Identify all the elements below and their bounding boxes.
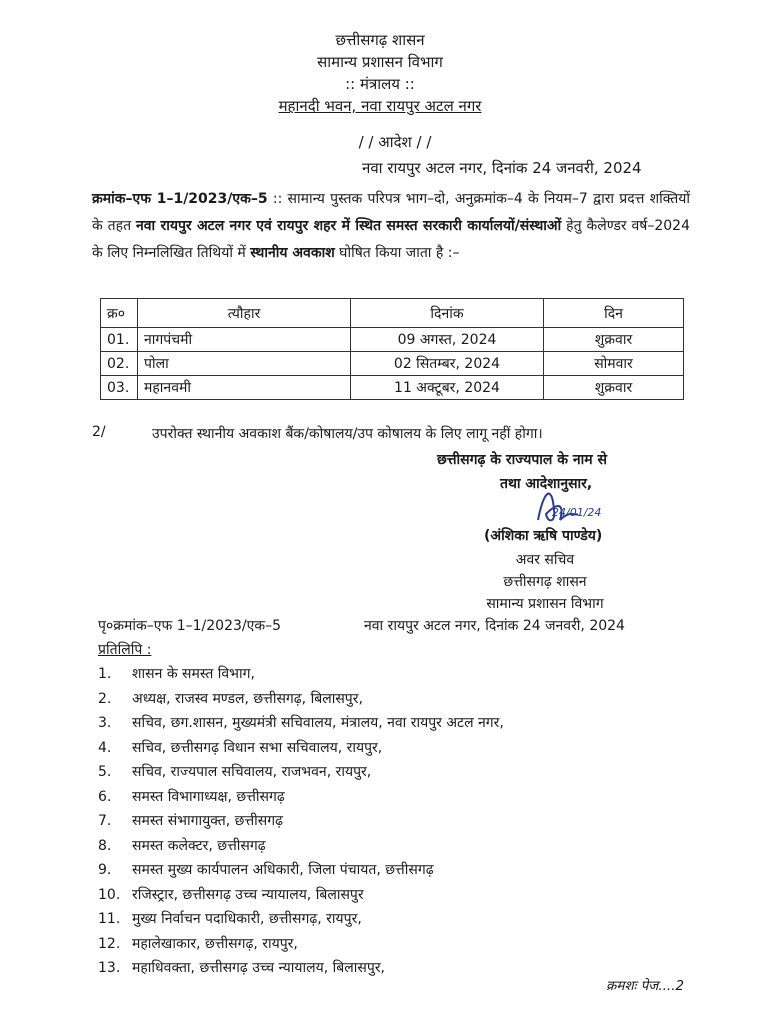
order-paragraph <box>92 186 690 267</box>
authority-line-1: छत्तीसगढ़ के राज्यपाल के नाम से <box>437 452 607 468</box>
list-item-number: 12. <box>98 935 121 952</box>
order-text-1: :: सामान्य पुस्तक परिपत्र भाग–दो, अनुक्रमांक–4 के नियम–7 द्वारा प्रदत्त शक्तियों के तहत <box>92 191 690 234</box>
note-number: 2/ <box>92 424 106 440</box>
endorsement-place-date: नवा रायपुर अटल नगर, दिनांक 24 जनवरी, 2024 <box>364 618 625 634</box>
table-row <box>101 376 684 400</box>
list-item <box>98 811 283 830</box>
cell-date: 02 सितम्बर, 2024 <box>351 352 544 376</box>
col-festival: त्यौहार <box>138 299 351 328</box>
authority-line-2: तथा आदेशानुसार, <box>500 476 593 492</box>
table-row <box>101 352 684 376</box>
govt-name: छत्तीसगढ़ शासन <box>335 31 425 49</box>
signatory-name: (अंशिका ऋषि पाण्डेय) <box>484 528 603 544</box>
list-item-number: 7. <box>98 813 112 829</box>
list-item <box>98 909 362 928</box>
table-header-row <box>101 299 684 328</box>
ministry-label: :: मंत्रालय :: <box>345 75 415 93</box>
list-item-number: 13. <box>98 960 121 976</box>
list-item-number: 5. <box>98 764 112 780</box>
list-item-text: सचिव, छग.शासन, मुख्यमंत्री सचिवालय, मंत्रालय, नवा रायपुर अटल नगर, <box>132 715 504 731</box>
list-item <box>98 713 504 732</box>
list-item-number: 11. <box>98 911 121 927</box>
list-item <box>98 762 371 781</box>
list-item <box>98 860 434 879</box>
list-item-text: अध्यक्ष, राजस्व मण्डल, छत्तीसगढ़, बिलासपुर, <box>132 690 363 707</box>
list-item <box>98 664 255 683</box>
list-item-text: सचिव, राज्यपाल सचिवालय, राजभवन, रायपुर, <box>132 764 372 780</box>
list-item-text: समस्त मुख्य कार्यपालन अधिकारी, जिला पंचायत, छत्तीसगढ़ <box>132 862 434 878</box>
order-text-bold-2: स्थानीय अवकाश <box>250 245 335 261</box>
cell-festival: महानवमी <box>138 376 351 400</box>
list-item-text: महाधिवक्ता, छत्तीसगढ़ उच्च न्यायालय, बिलासपुर, <box>132 960 386 976</box>
office-address: महानदी भवन, नवा रायपुर अटल नगर <box>278 97 482 115</box>
list-item-number: 6. <box>98 788 112 805</box>
col-serial: क्र० <box>101 299 138 328</box>
endorsement-number: पृ०क्रमांक–एफ 1–1/2023/एक–5 <box>98 618 281 634</box>
order-number: क्रमांक–एफ 1–1/2023/एक–5 <box>92 191 268 207</box>
list-item-text: शासन के समस्त विभाग, <box>132 666 255 682</box>
order-text-2: हेतु कैलेण्डर वर्ष–2024 के लिए निम्नलिखित तिथियों में <box>92 218 690 261</box>
order-title: / / आदेश / / <box>358 133 432 151</box>
cell-day: शुक्रवार <box>544 376 684 400</box>
table-row <box>101 328 684 352</box>
copy-heading: प्रतिलिपि : <box>98 642 152 658</box>
cell-day: शुक्रवार <box>544 328 684 352</box>
continued-marker: क्रमशः पेज....2 <box>606 978 685 994</box>
department-name: सामान्य प्रशासन विभाग <box>317 53 443 71</box>
list-item-text: समस्त कलेक्टर, छत्तीसगढ़ <box>132 837 266 854</box>
list-item-number: 10. <box>98 886 121 903</box>
list-item <box>98 885 364 904</box>
cell-serial: 02. <box>101 352 138 376</box>
col-date: दिनांक <box>351 299 544 328</box>
signature-icon <box>530 480 630 530</box>
list-item-number: 3. <box>98 715 112 731</box>
list-item <box>98 934 298 953</box>
list-item <box>98 836 266 855</box>
cell-festival: नागपंचमी <box>138 328 351 352</box>
list-item-text: मुख्य निर्वाचन पदाधिकारी, छत्तीसगढ़, रायपुर, <box>132 911 362 927</box>
list-item-number: 4. <box>98 739 112 756</box>
list-item-number: 2. <box>98 690 112 707</box>
signatory-designation: अवर सचिव <box>515 552 575 568</box>
cell-date: 09 अगस्त, 2024 <box>351 328 544 352</box>
cell-serial: 01. <box>101 328 138 352</box>
list-item-text: रजिस्ट्रार, छत्तीसगढ़ उच्च न्यायालय, बिलासपुर <box>132 886 364 903</box>
order-place-date: नवा रायपुर अटल नगर, दिनांक 24 जनवरी, 2024 <box>362 159 642 177</box>
cell-date: 11 अक्टूबर, 2024 <box>351 376 544 400</box>
list-item <box>98 738 382 757</box>
signatory-govt: छत्तीसगढ़ शासन <box>503 574 587 590</box>
list-item-text: समस्त संभागायुक्त, छत्तीसगढ़ <box>132 813 283 829</box>
list-item <box>98 787 285 806</box>
list-item-text: समस्त विभागाध्यक्ष, छत्तीसगढ़ <box>132 788 285 805</box>
list-item-number: 9. <box>98 862 112 878</box>
signatory-dept: सामान्य प्रशासन विभाग <box>486 596 604 612</box>
cell-festival: पोला <box>138 352 351 376</box>
cell-day: सोमवार <box>544 352 684 376</box>
col-day: दिन <box>544 299 684 328</box>
list-item <box>98 689 363 708</box>
list-item <box>98 958 385 977</box>
list-item-text: सचिव, छत्तीसगढ़ विधान सभा सचिवालय, रायपुर, <box>132 739 383 756</box>
list-item-number: 8. <box>98 837 112 854</box>
order-text-3: घोषित किया जाता है :– <box>334 245 460 261</box>
list-item-number: 1. <box>98 666 112 682</box>
cell-serial: 03. <box>101 376 138 400</box>
order-text-bold-1: नवा रायपुर अटल नगर एवं रायपुर शहर में स्थित समस्त सरकारी कार्यालयों/संस्थाओं <box>135 218 562 234</box>
holiday-table <box>100 298 684 400</box>
list-item-text: महालेखाकार, छत्तीसगढ़, रायपुर, <box>132 935 298 952</box>
note-text: उपरोक्त स्थानीय अवकाश बैंक/कोषालय/उप कोषालय के लिए लागू नहीं होगा। <box>152 426 543 442</box>
signature-date: 24/01/24 <box>552 506 602 519</box>
